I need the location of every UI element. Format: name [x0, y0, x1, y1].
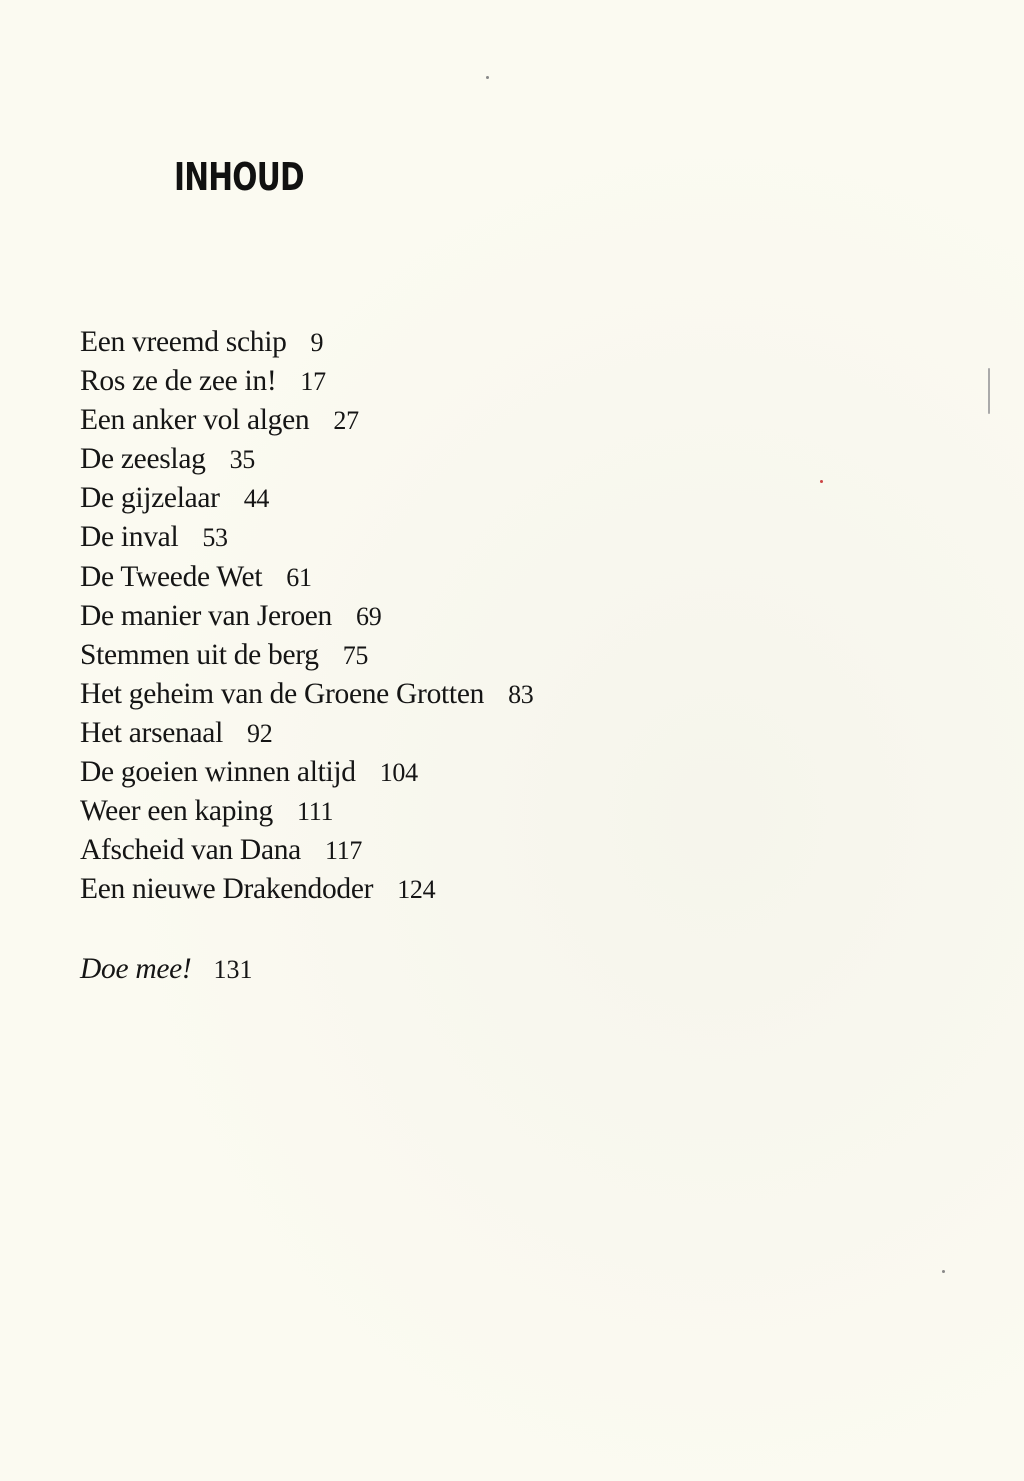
toc-entry [80, 714, 533, 753]
chapter-page: 61 [286, 562, 312, 592]
chapter-page: 17 [300, 367, 326, 397]
chapter-title: De manier van Jeroen [80, 599, 333, 632]
chapter-title: De Tweede Wet [80, 560, 263, 593]
chapter-page: 53 [202, 523, 228, 553]
toc-entry [80, 558, 533, 597]
chapter-title: De goeien winnen altijd [80, 756, 356, 789]
toc-entry [80, 479, 533, 518]
toc-entry [80, 636, 533, 675]
chapter-title: De zeeslag [80, 443, 206, 476]
extra-page: 131 [213, 955, 253, 984]
chapter-page: 104 [379, 758, 418, 788]
toc-entry [80, 362, 533, 401]
paper-speck [942, 1270, 945, 1273]
toc-extra-entry [80, 950, 252, 989]
chapter-page: 69 [356, 601, 382, 631]
chapter-page: 27 [333, 406, 359, 436]
chapter-page: 9 [310, 328, 324, 357]
chapter-title: De inval [80, 521, 179, 554]
chapter-page: 111 [296, 797, 334, 827]
toc-entry [80, 597, 533, 636]
chapter-title: Een anker vol algen [80, 404, 310, 437]
toc-entry [80, 870, 533, 909]
toc-entry [80, 518, 533, 557]
chapter-title: Een vreemd schip [80, 326, 287, 358]
chapter-page: 117 [324, 836, 363, 866]
paper-speck [820, 480, 823, 483]
chapter-title: Ros ze de zee in! [80, 365, 277, 398]
paper-speck [486, 76, 489, 79]
paper-speck [988, 368, 990, 414]
chapter-page: 35 [229, 445, 255, 475]
chapter-page: 44 [243, 484, 270, 514]
toc-entry [80, 401, 533, 440]
chapter-title: Het arsenaal [80, 716, 223, 749]
toc-entry [80, 831, 533, 870]
chapter-page: 75 [342, 640, 369, 670]
chapter-page: 124 [397, 875, 436, 905]
table-of-contents [80, 323, 533, 909]
toc-entry [80, 440, 533, 479]
chapter-page: 92 [247, 718, 273, 748]
chapter-title: Afscheid van Dana [80, 834, 301, 867]
chapter-title: Een nieuwe Drakendoder [80, 873, 374, 906]
chapter-title: De gijzelaar [80, 482, 220, 515]
chapter-title: Stemmen uit de berg [80, 638, 319, 671]
toc-entry [80, 323, 533, 362]
page-title: INHOUD [174, 155, 304, 199]
extra-title: Doe mee! [80, 953, 192, 985]
toc-entry [80, 753, 533, 792]
chapter-title: Het geheim van de Groene Grotten [80, 677, 485, 710]
chapter-page: 83 [508, 679, 534, 709]
toc-entry [80, 675, 533, 714]
toc-entry [80, 792, 533, 831]
chapter-title: Weer een kaping [80, 795, 273, 828]
